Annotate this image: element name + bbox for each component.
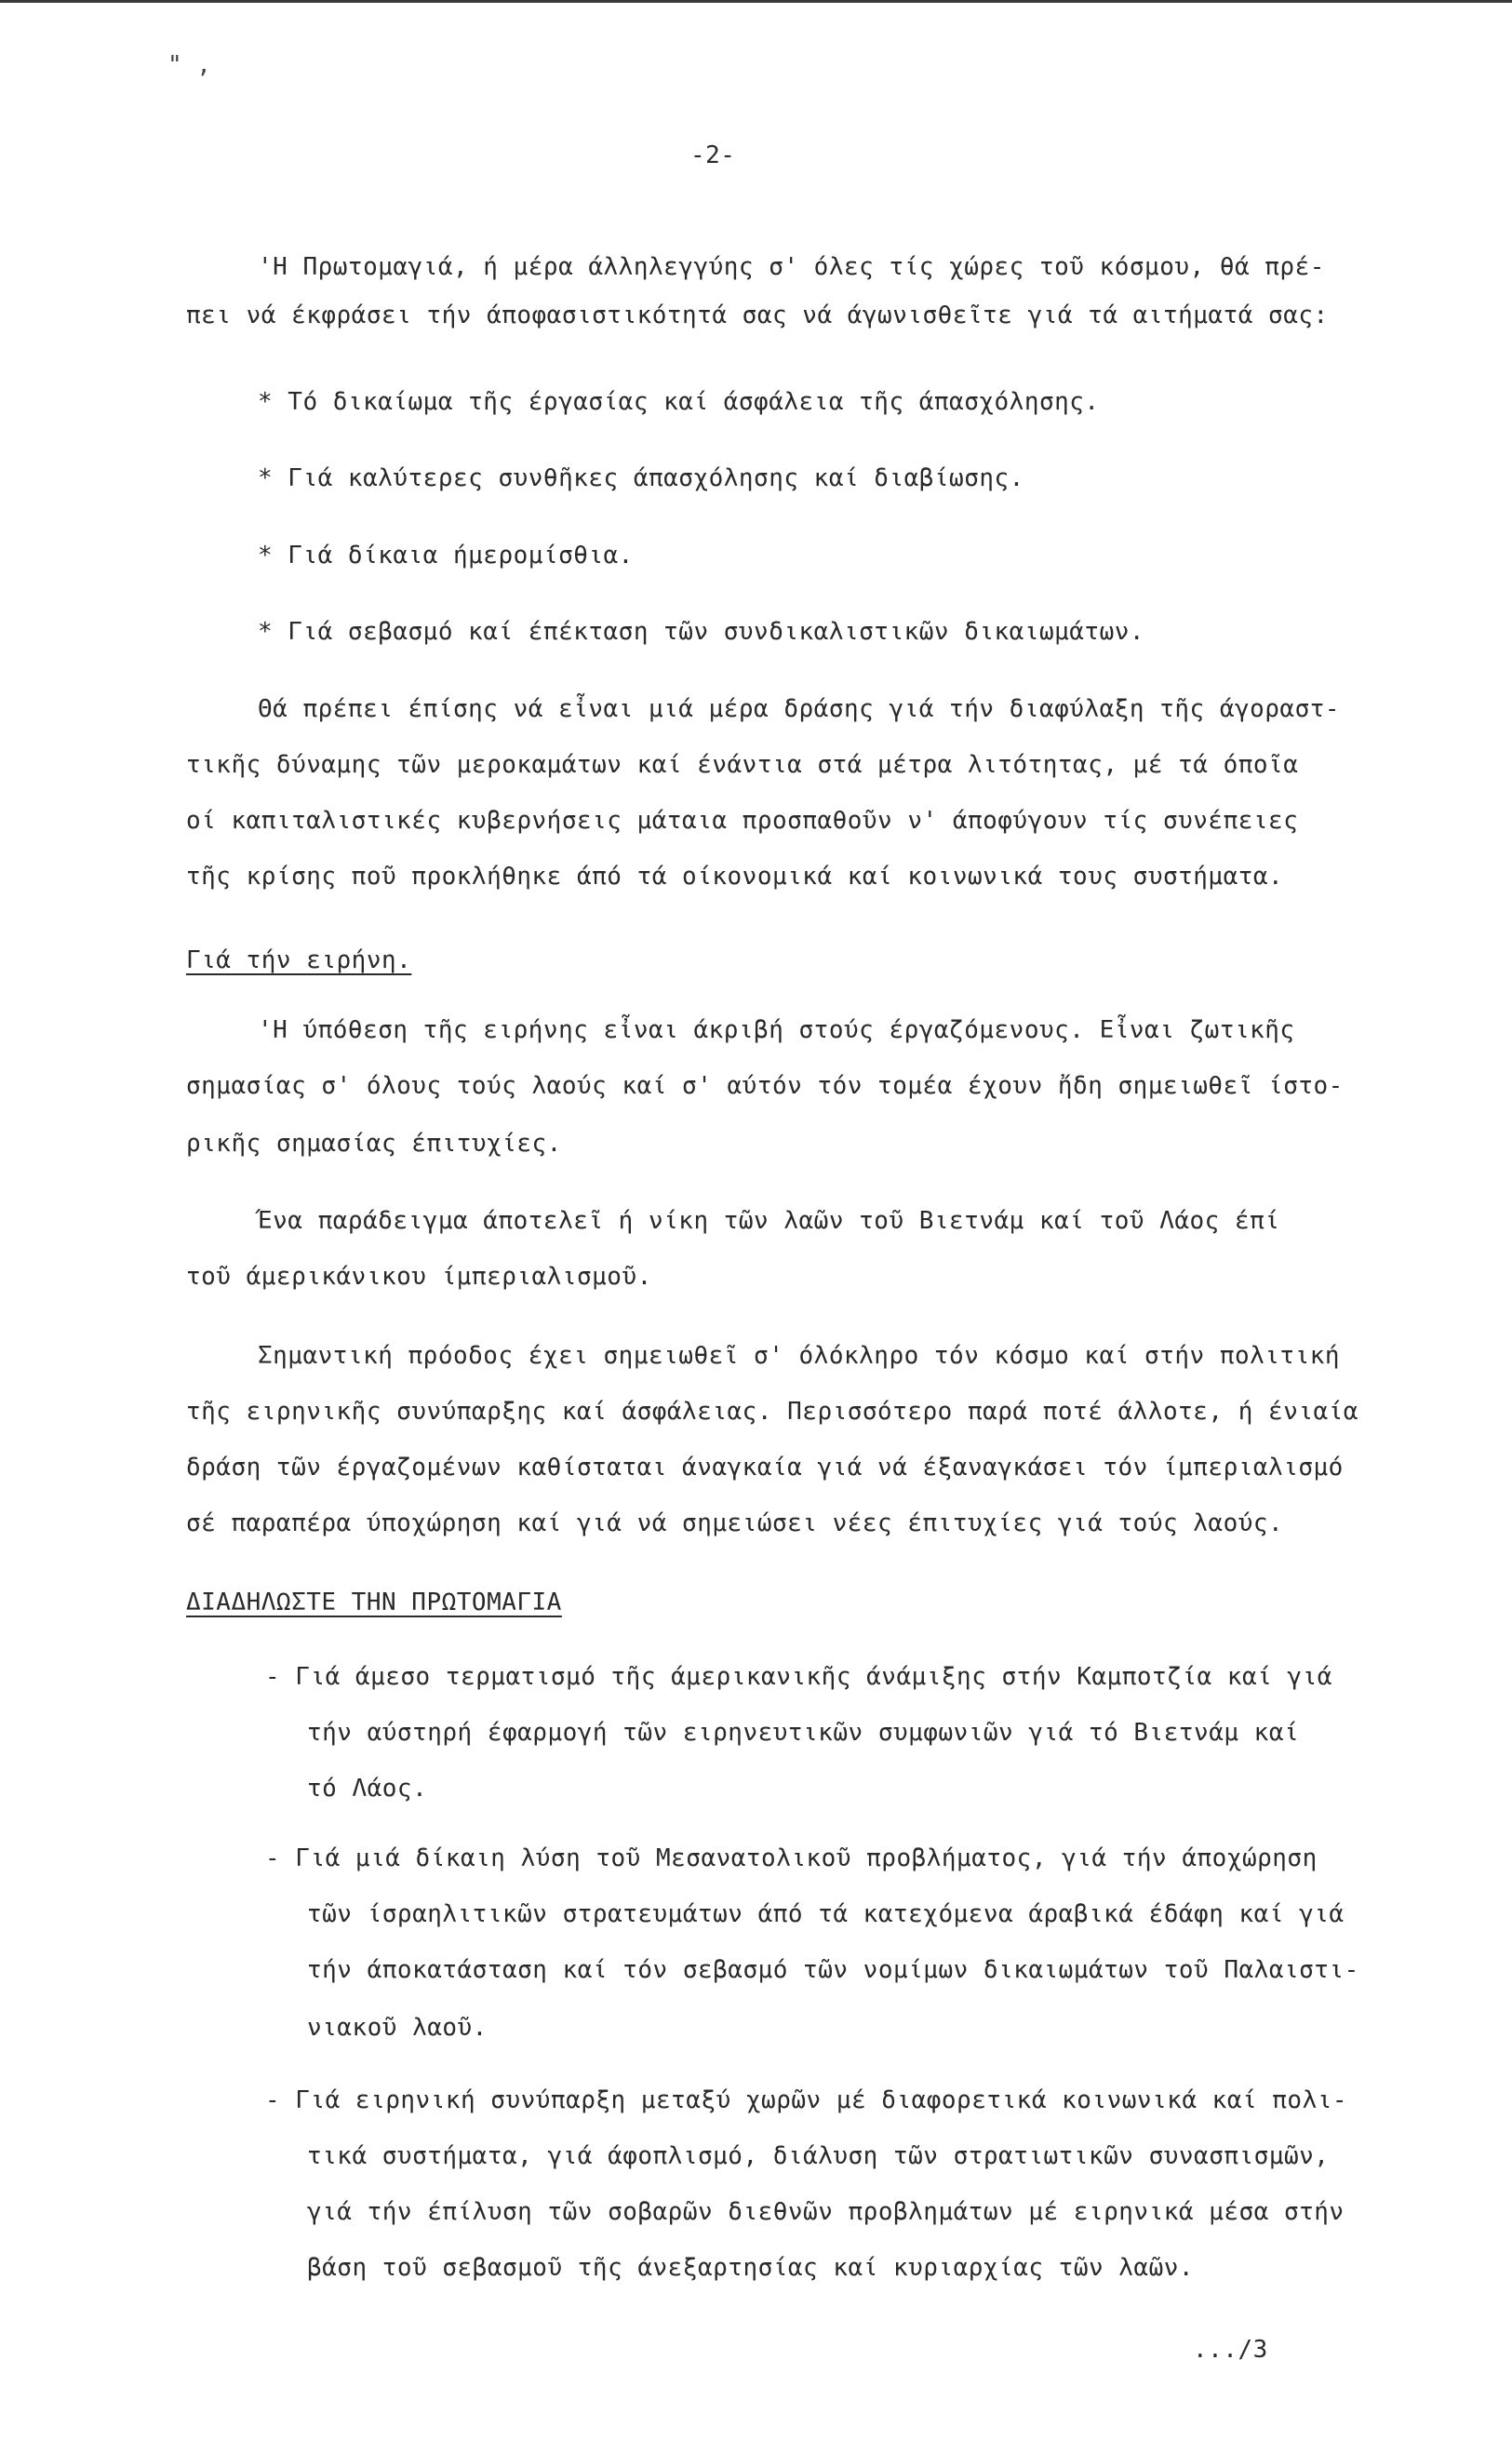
demand-item: * Γιά σεβασμό καί έπέκταση τῶν συνδικαλιστικῶν δικαιωμάτων. (258, 618, 1145, 646)
list-item-line: νιακοῦ λαοῦ. (307, 2014, 488, 2042)
paragraph-line: τικῆς δύναμης τῶν μεροκαμάτων καί ένάντια στά μέτρα λιτότητας, μέ τά όποῖα (186, 751, 1299, 779)
paragraph-line: οί καπιταλιστικές κυβερνήσεις μάταια προσπαθοῦν ν' άποφύγουν τίς συνέπειες (186, 807, 1299, 835)
paragraph-line: τῆς ειρηνικῆς συνύπαρξης καί άσφάλειας. Περισσότερο παρά ποτέ άλλοτε, ή ένιαία (186, 1398, 1358, 1426)
margin-marks: " , (167, 51, 211, 79)
demand-item: * Γιά δίκαια ήμερομίσθια. (258, 542, 634, 570)
paragraph-line: σημασίας σ' όλους τούς λαούς καί σ' αύτόν τόν τομέα έχουν ἤδη σημειωθεῖ ίστο- (186, 1072, 1344, 1100)
page-number: -2- (690, 141, 736, 169)
demand-item: * Γιά καλύτερες συνθῆκες άπασχόλησης καί διαβίωσης. (258, 464, 1024, 492)
paragraph-line: πει νά έκφράσει τήν άποφασιστικότητά σας νά άγωνισθεῖτε γιά τά αιτήματά σας: (186, 302, 1329, 329)
list-item-line: τό Λάος. (307, 1775, 428, 1803)
list-item-line: - Γιά άμεσο τερματισμό τῆς άμερικανικῆς άνάμιξης στήν Καμποτζία καί γιά (265, 1663, 1332, 1691)
continuation-marker: .../3 (1193, 2336, 1268, 2364)
list-item-line: - Γιά ειρηνική συνύπαρξη μεταξύ χωρῶν μέ διαφορετικά κοινωνικά καί πολι- (265, 2086, 1348, 2114)
section-heading-may-day: ΔΙΑΔΗΛΩΣΤΕ ΤΗΝ ΠΡΩΤΟΜΑΓΙΑ (186, 1589, 562, 1616)
section-heading-peace: Γιά τήν ειρήνη. (186, 946, 412, 974)
list-item-line: βάση τοῦ σεβασμοῦ τῆς άνεξαρτησίας καί κυριαρχίας τῶν λαῶν. (307, 2254, 1195, 2282)
demand-item: * Τό δικαίωμα τῆς έργασίας καί άσφάλεια τῆς άπασχόλησης. (258, 388, 1100, 416)
paragraph-line: σέ παραπέρα ύποχώρηση καί γιά νά σημειώσει νέες έπιτυχίες γιά τούς λαούς. (186, 1509, 1284, 1537)
list-item-line: τικά συστήματα, γιά άφοπλισμό, διάλυση τῶν στρατιωτικῶν συνασπισμῶν, (307, 2142, 1330, 2170)
paragraph-line: Ένα παράδειγμα άποτελεῖ ή νίκη τῶν λαῶν τοῦ Βιετνάμ καί τοῦ Λάος έπί (258, 1207, 1280, 1235)
list-item-line: τῶν ίσραηλιτικῶν στρατευμάτων άπό τά κατεχόμενα άραβικά έδάφη καί γιά (307, 1900, 1345, 1928)
paragraph-line: 'Η ύπόθεση τῆς ειρήνης εἶναι άκριβή στούς έργαζόμενους. Εἶναι ζωτικῆς (258, 1016, 1295, 1044)
list-item-line: τήν άποκατάσταση καί τόν σεβασμό τῶν νομίμων δικαιωμάτων τοῦ Παλαιστι- (307, 1956, 1359, 1984)
paragraph-line: δράση τῶν έργαζομένων καθίσταται άναγκαία γιά νά έξαναγκάσει τόν ίμπεριαλισμό (186, 1454, 1344, 1482)
paragraph-line: 'Η Πρωτομαγιά, ή μέρα άλληλεγγύης σ' όλες τίς χώρες τοῦ κόσμου, θά πρέ- (258, 253, 1325, 281)
list-item-line: γιά τήν έπίλυση τῶν σοβαρῶν διεθνῶν προβλημάτων μέ ειρηνικά μέσα στήν (307, 2198, 1345, 2226)
paragraph-line: τοῦ άμερικάνικου ίμπεριαλισμοῦ. (186, 1263, 652, 1291)
list-item-line: τήν αύστηρή έφαρμογή τῶν ειρηνευτικῶν συμφωνιῶν γιά τό Βιετνάμ καί (307, 1719, 1300, 1747)
paragraph-line: ρικῆς σημασίας έπιτυχίες. (186, 1130, 562, 1158)
paragraph-line: Σημαντική πρόοδος έχει σημειωθεῖ σ' όλόκληρο τόν κόσμο καί στήν πολιτική (258, 1342, 1341, 1370)
list-item-line: - Γιά μιά δίκαιη λύση τοῦ Μεσανατολικοῦ προβλήματος, γιά τήν άποχώρηση (265, 1844, 1318, 1872)
paragraph-line: Θά πρέπει έπίσης νά εἶναι μιά μέρα δράσης γιά τήν διαφύλαξη τῆς άγοραστ- (258, 695, 1341, 723)
top-edge-rule (0, 0, 1512, 3)
paragraph-line: τῆς κρίσης ποῦ προκλήθηκε άπό τά οίκονομικά καί κοινωνικά τους συστήματα. (186, 863, 1284, 891)
